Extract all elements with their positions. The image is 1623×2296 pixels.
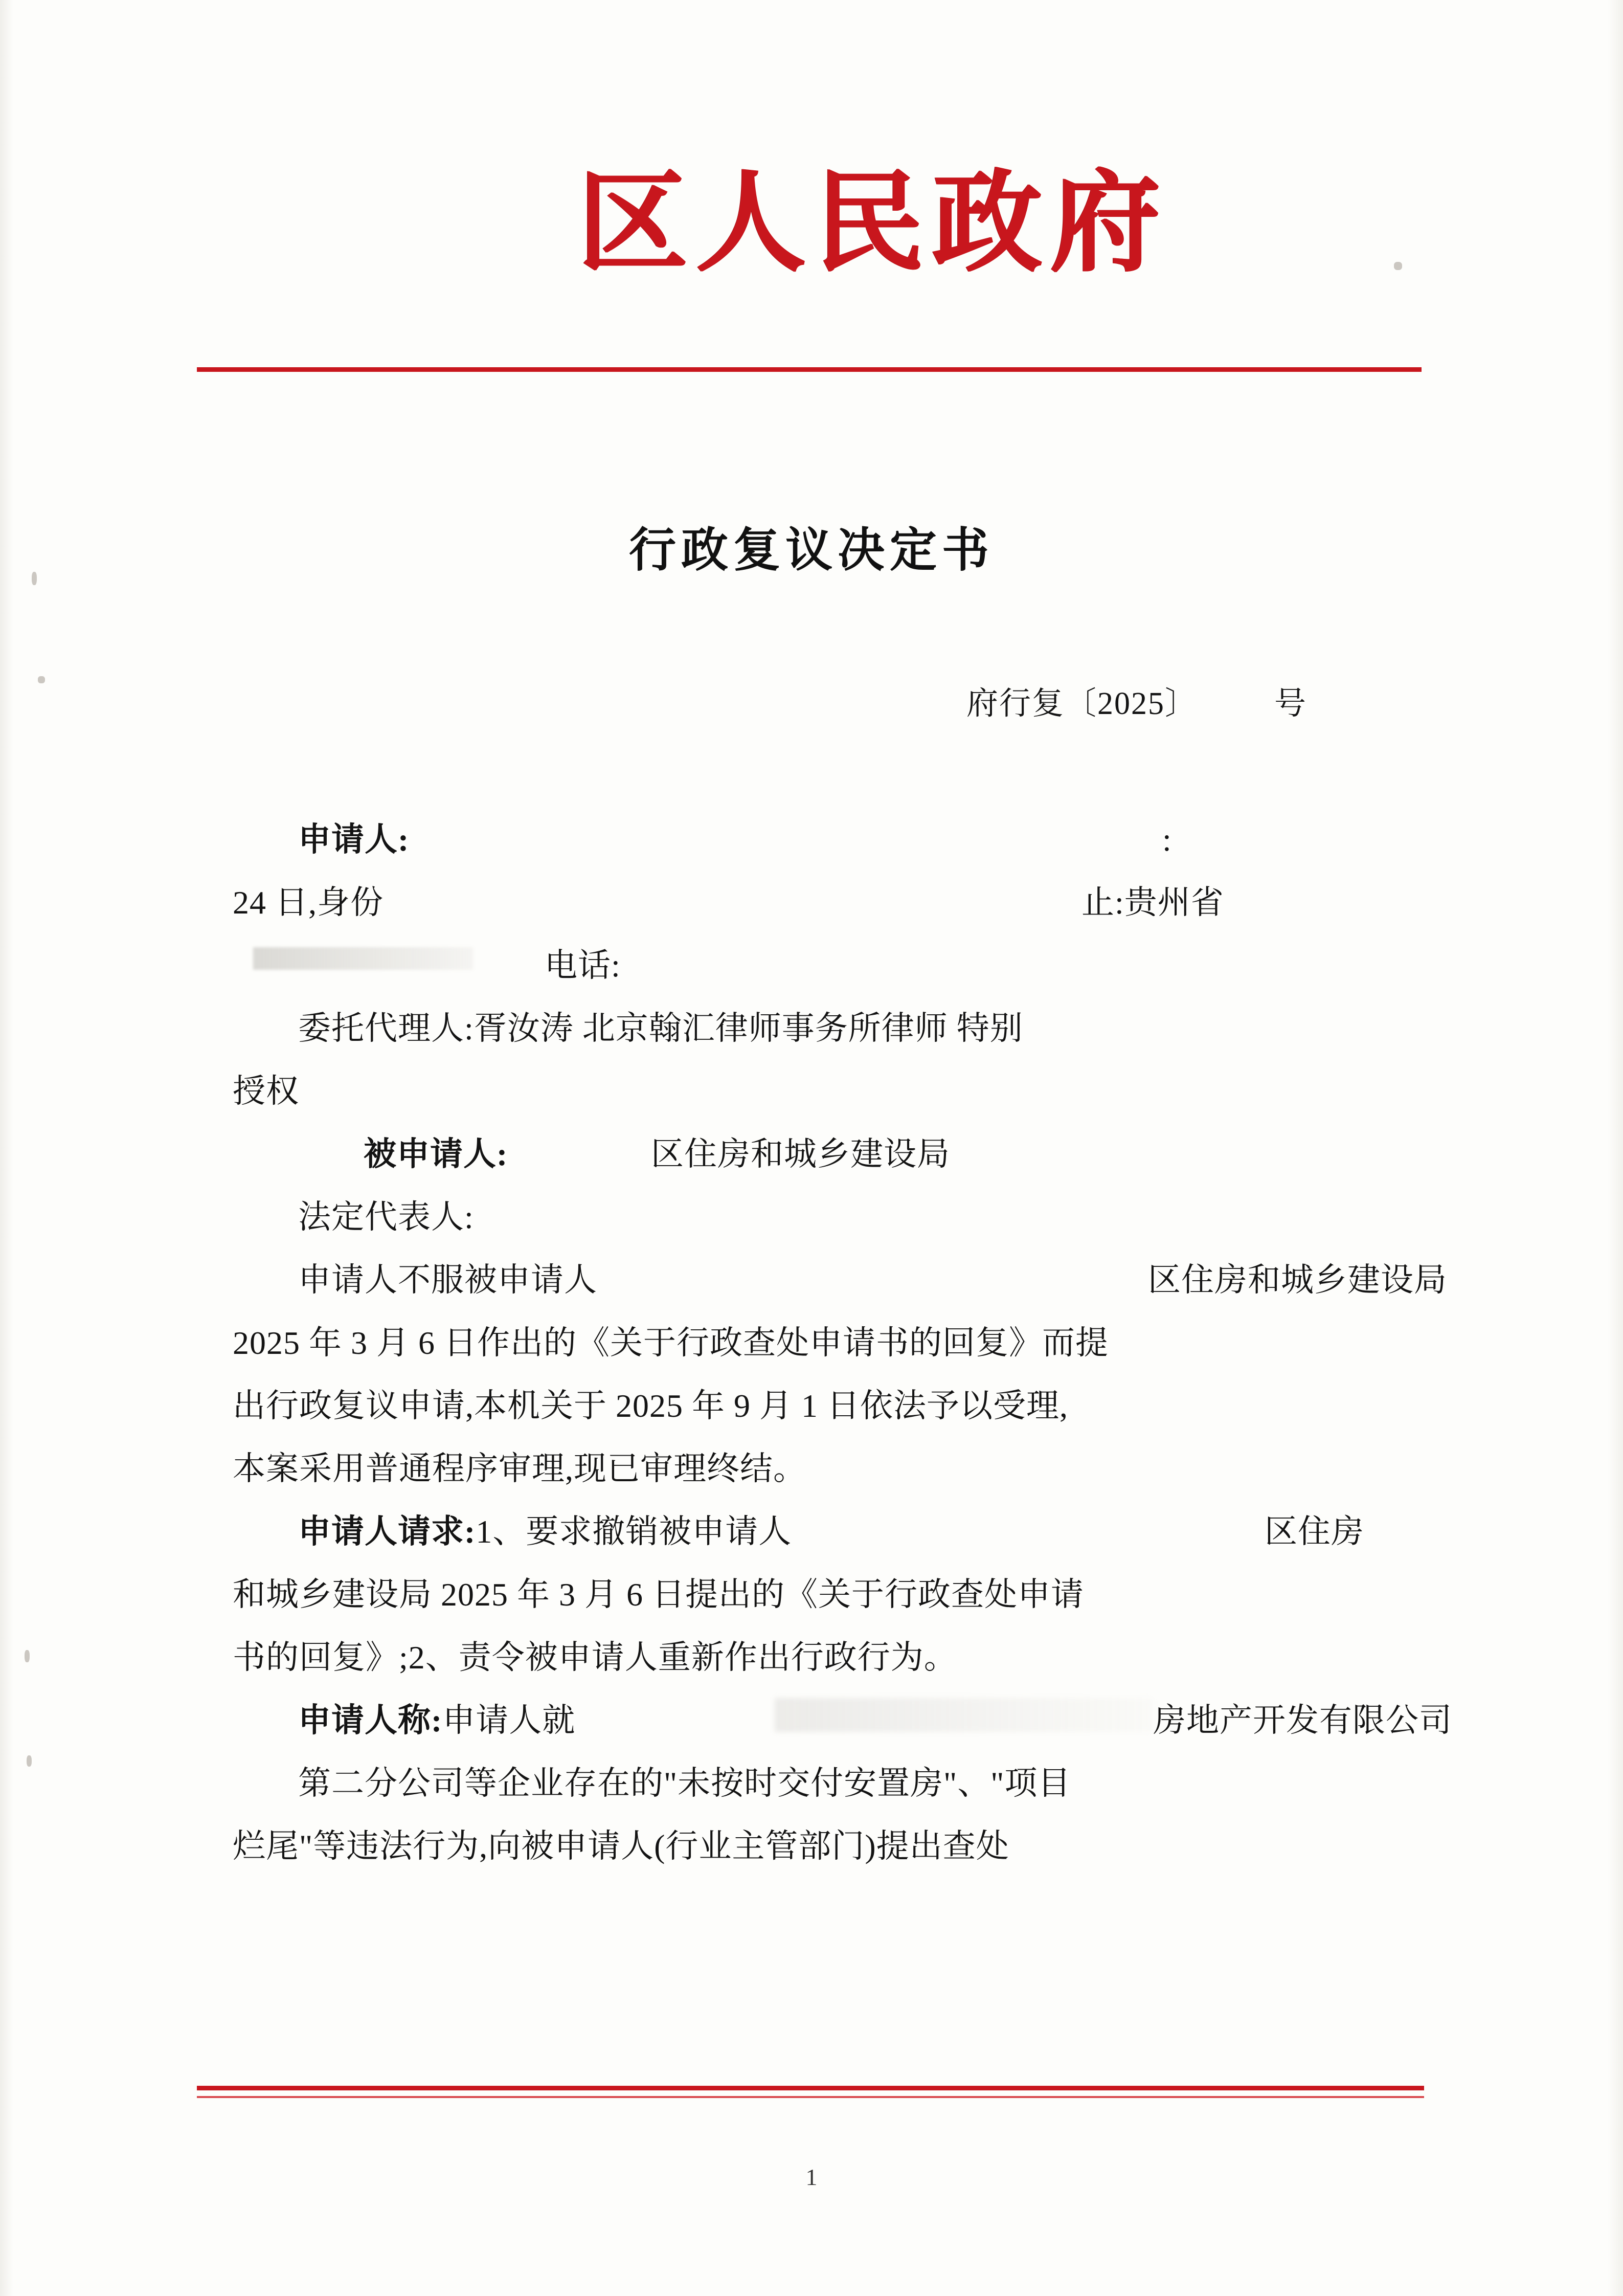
agent-line-cont: 授权 [233,1073,299,1109]
respondent-label: 被申请人: [364,1136,508,1172]
applicant-label: 申请人: [298,821,410,858]
claim-text-b: 房地产开发有限公司 [1153,1702,1452,1738]
request-line-2: 和城乡建设局 2025 年 3 月 6 日提出的《关于行政查处申请 [233,1576,1084,1613]
page-number: 1 [805,2164,818,2190]
claim-label: 申请人称: [298,1702,443,1738]
scan-speck [25,1650,30,1662]
intro-line-2: 2025 年 3 月 6 日作出的《关于行政查处申请书的回复》而提 [233,1325,1109,1361]
page-title: 行政复议决定书 [628,524,994,576]
claim-line-3: 烂尾"等违法行为,向被申请人(行业主管部门)提出查处 [233,1828,1009,1864]
letterhead-rule [197,367,1422,372]
agent-line: 委托代理人:胥汝涛 北京翰汇律师事务所律师 特别 [298,1010,1023,1046]
document-body [233,808,1452,1878]
request-text-a [298,1500,792,1563]
intro-line-1 [233,1249,1447,1311]
applicant-line [233,808,1393,871]
redacted-block [775,1698,1153,1732]
claim-text-a [298,1689,575,1752]
intro-line-4: 本案采用普通程序审理,现已审理终结。 [233,1451,806,1487]
document-number [966,678,1307,723]
applicant-colon: : [1162,821,1172,858]
request-text-b: 区住房 [1265,1513,1364,1550]
document-number-prefix: 府行复〔2025〕 [966,686,1198,721]
claim-text-body: 申请人就 [442,1702,576,1738]
legal-rep-line: 法定代表人: [298,1199,474,1235]
applicant-id-left: 24 日,身份 [233,884,384,921]
intro-line-3: 出行政复议申请,本机关于 2025 年 9 月 1 日依法予以受理, [233,1388,1068,1424]
redacted-block [253,947,473,970]
claim-line-1 [233,1689,1452,1752]
letterhead-title: 区人民政府 [577,163,1168,285]
applicant-phone-line [233,934,1393,997]
applicant-address-right: 止:贵州省 [1081,884,1224,921]
intro-text-a: 申请人不服被申请人 [298,1262,597,1298]
footer-rule-primary [197,2086,1424,2090]
claim-line-2: 第二分公司等企业存在的"未按时交付安置房"、"项目 [298,1765,1071,1801]
request-line-1 [233,1500,1393,1563]
phone-label: 电话: [545,947,621,984]
scan-speck [38,676,45,683]
request-line-3: 书的回复》;2、责令被申请人重新作出行政行为。 [233,1639,957,1676]
respondent-value: 区住房和城乡建设局 [651,1136,950,1172]
intro-text-b: 区住房和城乡建设局 [1148,1262,1447,1298]
document-number-suffix: 号 [1274,686,1308,721]
respondent-line [233,1123,1393,1186]
request-text-body: 1、要求撤销被申请人 [476,1513,792,1550]
footer-rule-secondary [197,2096,1424,2098]
scan-edge-left [0,0,13,2296]
scan-speck [27,1755,32,1767]
request-label: 申请人请求: [298,1513,476,1550]
applicant-id-line [233,871,1393,934]
scan-edge-right [1608,0,1623,2296]
letterhead [0,163,1623,285]
